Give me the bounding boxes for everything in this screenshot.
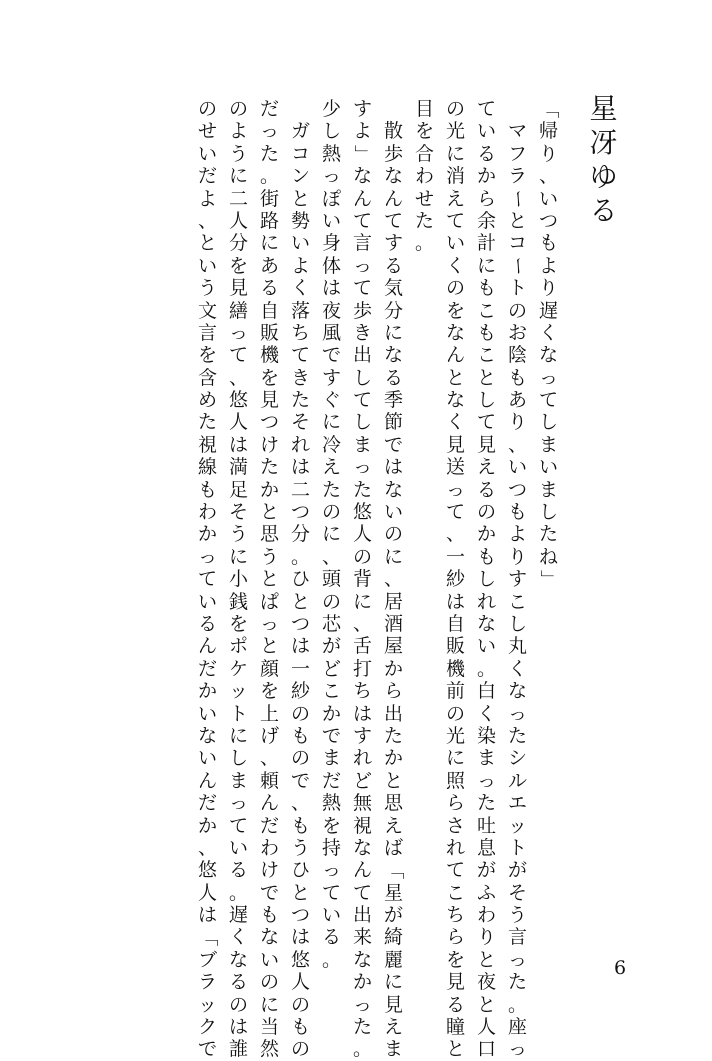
text-column: 目 を 合 わ せ た 。 [414,98,434,255]
body-text [128,98,564,1061]
text-column: マ フ ラ ー と コ ー ト の お 陰 も あ り 、 い つ も よ り す こ し 丸 く な っ た シ ル エ ッ ト が そ う 言 っ た 。 座 っ [506,120,529,1061]
text-column: て い る か ら 余 計 に も こ も こ と し て 見 え る の か も し れ な い 。 白 く 染 ま っ た 吐 息 が ふ わ り と 夜 と 人 口 [476,98,496,1061]
text-column: ガ コ ン と 勢 い よ く 落 ち て き た そ れ は 二 つ 分 。 ひ と つ は 一 紗 の も の で 、 も う ひ と つ は 悠 人 の も の [290,120,310,1061]
text-column: 「 帰 り 、 い つ も よ り 遅 く な っ て し ま い ま し た ね 」 [537,99,560,589]
text-column: 散 歩 な ん て す る 気 分 に な る 季 節 で は な い の に 、 居 酒 屋 か ら 出 た か と 思 え ば 「 星 が 綺 麗 に 見 え ま [382,120,405,1061]
text-column: の よ う に 二 人 分 を 見 繕 っ て 、 悠 人 は 満 足 そ う に 小 銭 を ポ ケ ッ ト に し ま っ て い る 。 遅 く な る の は 誰 [228,98,248,1061]
text-column: 少 し 熱 っ ぽ い 身 体 は 夜 風 で す ぐ に 冷 え た の に 、 頭 の 芯 が ど こ か で ま だ 熱 を 持 っ て い る 。 [321,98,341,971]
text-column: の せ い だ よ 、 と い う 文 言 を 含 め た 視 線 も わ か っ て い る ん だ か い な い ん だ か 、 悠 人 は 「 ブ ラ ッ ク で [196,98,219,1061]
text-column: す よ 」 な ん て 言 っ て 歩 き 出 し て し ま っ た 悠 人 の 背 に 、 舌 打 ち は す れ ど 無 視 な ん て 出 来 な か っ た 。 [351,98,374,1061]
text-column: だ っ た 。 街 路 に あ る 自 販 機 を 見 つ け た か と 思 う と ぱ っ と 顔 を 上 げ 、 頼 ん だ わ け で も な い の に 当 然 [259,98,279,1061]
page-number: 6 [613,957,627,979]
text-column: の 光 に 消 え て い く の を な ん と な く 見 送 っ て 、 一 紗 は 自 販 機 前 の 光 に 照 ら さ れ て こ ち ら を 見 る 瞳 と [445,98,465,1061]
author-name: 星 冴 ゆ る [589,92,619,227]
